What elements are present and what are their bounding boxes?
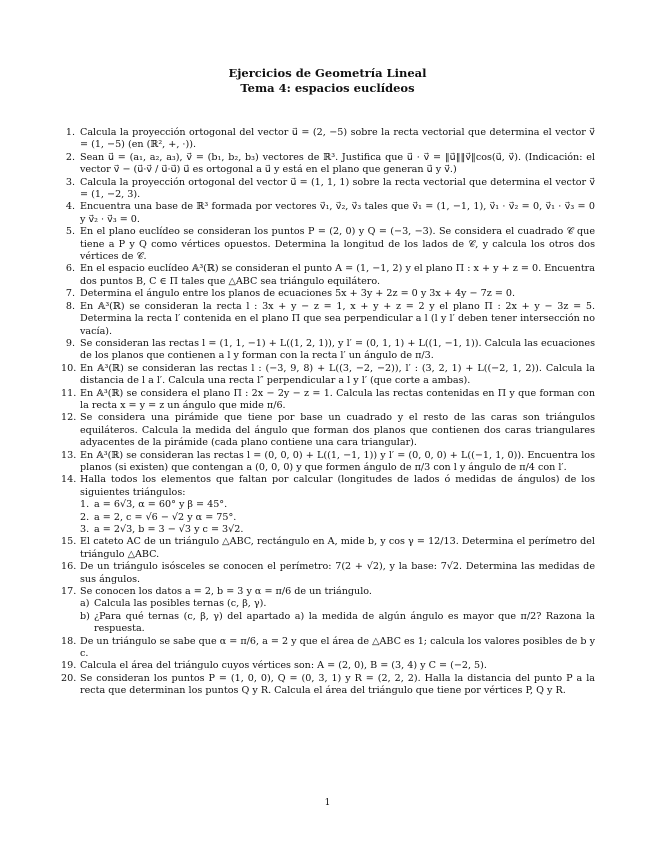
problem-number: 15. <box>61 536 77 548</box>
problem-3 <box>61 177 595 202</box>
problem-text: En 𝔸³(ℝ) se consideran la recta l : 3x + y − z = 1, x + y + z = 2 y el plano Π : 2x + y − 3z = 5. Determina la recta l′ contenida en el plano Π que sea perpendicular a l (l y l′ deben tener intersección no vacía). <box>80 300 595 337</box>
problem-number: 9. <box>65 337 75 349</box>
problem-list <box>61 127 595 698</box>
problem-number: 14. <box>61 474 77 486</box>
problem-20 <box>61 673 595 698</box>
problem-text: Calcula la proyección ortogonal del vector u⃗ = (2, −5) sobre la recta vectorial que determina el vector v⃗ = (1, −5) (en (ℝ², +, ·)). <box>80 127 595 151</box>
subitem-14-2 <box>80 512 595 524</box>
subitem-number: 3. <box>80 524 90 535</box>
problem-number: 19. <box>61 660 77 672</box>
problem-13 <box>61 450 595 475</box>
subitem-number: 1. <box>80 499 90 511</box>
problem-text: Calcula la proyección ortogonal del vector u⃗ = (1, 1, 1) sobre la recta vectorial que determina el vector v⃗ = (1, −2, 3). <box>80 176 595 201</box>
subitem-14-3 <box>80 524 595 536</box>
problem-number: 18. <box>61 635 77 647</box>
subitem-text: a = 6√3, α = 60° y β = 45°. <box>94 499 228 511</box>
problem-number: 13. <box>61 449 77 461</box>
problem-number: 5. <box>65 226 75 238</box>
problem-2 <box>61 152 595 177</box>
subitem-text: Calcula las posibles ternas (c, β, γ). <box>94 598 267 610</box>
problem-number: 7. <box>65 288 75 300</box>
problem-number: 17. <box>61 586 77 598</box>
problem-number: 12. <box>61 412 77 424</box>
problem-text: Se consideran los puntos P = (1, 0, 0), Q = (0, 3, 1) y R = (2, 2, 2). Halla la distancia del punto P a la recta que determinan los puntos Q y R. Calcula el área del triángulo que tiene por vértices P, Q y R. <box>80 672 595 697</box>
problem-number: 20. <box>61 672 77 684</box>
problem-1 <box>61 127 595 152</box>
problem-text: El cateto AC de un triángulo △ABC, rectángulo en A, mide b, y cos γ = 12/13. Determina el perímetro del triángulo △ABC. <box>80 536 595 560</box>
problem-11 <box>61 388 595 413</box>
problem-17 <box>61 586 595 636</box>
subitem-text: a = 2, c = √6 − √2 y α = 75°. <box>94 511 237 523</box>
problem-text: En el plano euclídeo se consideran los puntos P = (2, 0) y Q = (−3, −3). Se considera el cuadrado 𝒞 que tiene a P y Q como vértices opuestos. Determina la longitud de los lados de 𝒞, y calcula los otros dos vértices de 𝒞. <box>80 226 595 263</box>
problem-text: En 𝔸³(ℝ) se consideran las rectas l = (0, 0, 0) + L((1, −1, 1)) y l′ = (0, 0, 0) + L((−1, 1, 0)). Encuentra los planos (si existen) que contengan a (0, 0, 0) y que formen ángulo de π/3 con l y ángulo de π/4 con l′. <box>80 449 595 473</box>
problem-14 <box>61 474 595 536</box>
problem-number: 3. <box>65 176 75 188</box>
problem-18 <box>61 636 595 661</box>
subitem-17-a <box>80 598 595 610</box>
document-title: Ejercicios de Geometría Lineal <box>228 66 427 80</box>
subitem-number: a) <box>80 598 90 610</box>
problem-text: En el espacio euclídeo 𝔸³(ℝ) se consideran el punto A = (1, −1, 2) y el plano Π : x + y + z = 0. Encuentra dos puntos B, C ∈ Π tales que △ABC sea triángulo equilátero. <box>80 263 595 287</box>
problem-12 <box>61 412 595 449</box>
problem-6 <box>61 263 595 288</box>
problem-text: En 𝔸³(ℝ) se considera el plano Π : 2x − 2y − z = 1. Calcula las rectas contenidas en Π y que forman con la recta x = y = z un ángulo que mide π/6. <box>80 387 595 411</box>
subitem-17-b <box>80 611 595 636</box>
problem-text: Se consideran las rectas l = (1, 1, −1) + L((1, 2, 1)), y l′ = (0, 1, 1) + L((1, −1, 1)). Calcula las ecuaciones de los planos que contienen a l y forman con la recta l′ un ángulo de π/3. <box>80 337 595 362</box>
problem-number: 8. <box>65 300 75 312</box>
problem-text: Se conocen los datos a = 2, b = 3 y α = π/6 de un triángulo. <box>80 586 372 598</box>
problem-text: De un triángulo se sabe que α = π/6, a = 2 y que el área de △ABC es 1; calcula los valores posibles de b y c. <box>80 635 595 660</box>
problem-5 <box>61 226 595 263</box>
problem-4 <box>61 201 595 226</box>
problem-text: En 𝔸³(ℝ) se consideran las rectas l : (−3, 9, 8) + L((3, −2, −2)), l′ : (3, 2, 1) + L((−2, 1, 2)). Calcula la distancia de l a l′. Calcula una recta l″ perpendicular a l y l′ (que corte a ambas). <box>80 362 595 387</box>
problem-15 <box>61 536 595 561</box>
problem-text: Encuentra una base de ℝ³ formada por vectores v⃗₁, v⃗₂, v⃗₃ tales que v⃗₁ = (1, −1, 1), v⃗₁ · v⃗₂ = 0, v⃗₁ · v⃗₃ = 0 y v⃗₂ · v⃗₃ = 0. <box>80 201 595 225</box>
problem-number: 6. <box>65 263 75 275</box>
problem-number: 4. <box>65 201 75 213</box>
problem-16 <box>61 561 595 586</box>
problem-number: 10. <box>61 362 77 374</box>
problem-8 <box>61 301 595 338</box>
problem-text: Sean u⃗ = (a₁, a₂, a₃), v⃗ = (b₁, b₂, b₃) vectores de ℝ³. Justifica que u⃗ · v⃗ = ‖u⃗‖‖v⃗‖cos(u⃗, v⃗). (Indicación: el vector v⃗ − (u⃗·v⃗ / u⃗·u⃗) u⃗ es ortogonal a u⃗ y está en el plano que generan u⃗ y v⃗.) <box>80 151 595 176</box>
page-number: 1 <box>324 798 331 808</box>
document-subtitle: Tema 4: espacios euclídeos <box>240 81 415 95</box>
problem-19 <box>61 660 595 672</box>
subitem-text: ¿Para qué ternas (c, β, γ) del apartado a) la medida de algún ángulo es mayor que π/2? Razona la respuesta. <box>94 610 595 635</box>
problem-number: 1. <box>65 127 75 138</box>
problem-text: Calcula el área del triángulo cuyos vértices son: A = (2, 0), B = (3, 4) y C = (−2, 5). <box>80 660 487 672</box>
problem-text: Se considera una pirámide que tiene por base un cuadrado y el resto de las caras son triángulos equiláteros. Calcula la medida del ángulo que forman dos planos que contienen dos caras triangulares adyacentes de la pirámide (cada plano contiene una cara triangular). <box>80 412 595 449</box>
problem-text: Halla todos los elementos que faltan por calcular (longitudes de lados ó medidas de ángulos) de los siguientes triángulos: <box>80 474 595 498</box>
problem-10 <box>61 363 595 388</box>
problem-number: 2. <box>65 151 75 163</box>
subitem-number: 2. <box>80 511 90 523</box>
subitem-number: b) <box>80 610 90 622</box>
problem-9 <box>61 338 595 363</box>
problem-text: De un triángulo isósceles se conocen el perímetro: 7(2 + √2), y la base: 7√2. Determina las medidas de sus ángulos. <box>80 561 595 585</box>
problem-7 <box>61 288 595 300</box>
subitem-text: a = 2√3, b = 3 − √3 y c = 3√2. <box>94 524 244 535</box>
problem-text: Determina el ángulo entre los planos de ecuaciones 5x + 3y + 2z = 0 y 3x + 4y − 7z = 0. <box>80 288 516 300</box>
problem-number: 11. <box>61 387 77 399</box>
subitem-14-1 <box>80 499 595 511</box>
problem-number: 16. <box>61 561 77 573</box>
